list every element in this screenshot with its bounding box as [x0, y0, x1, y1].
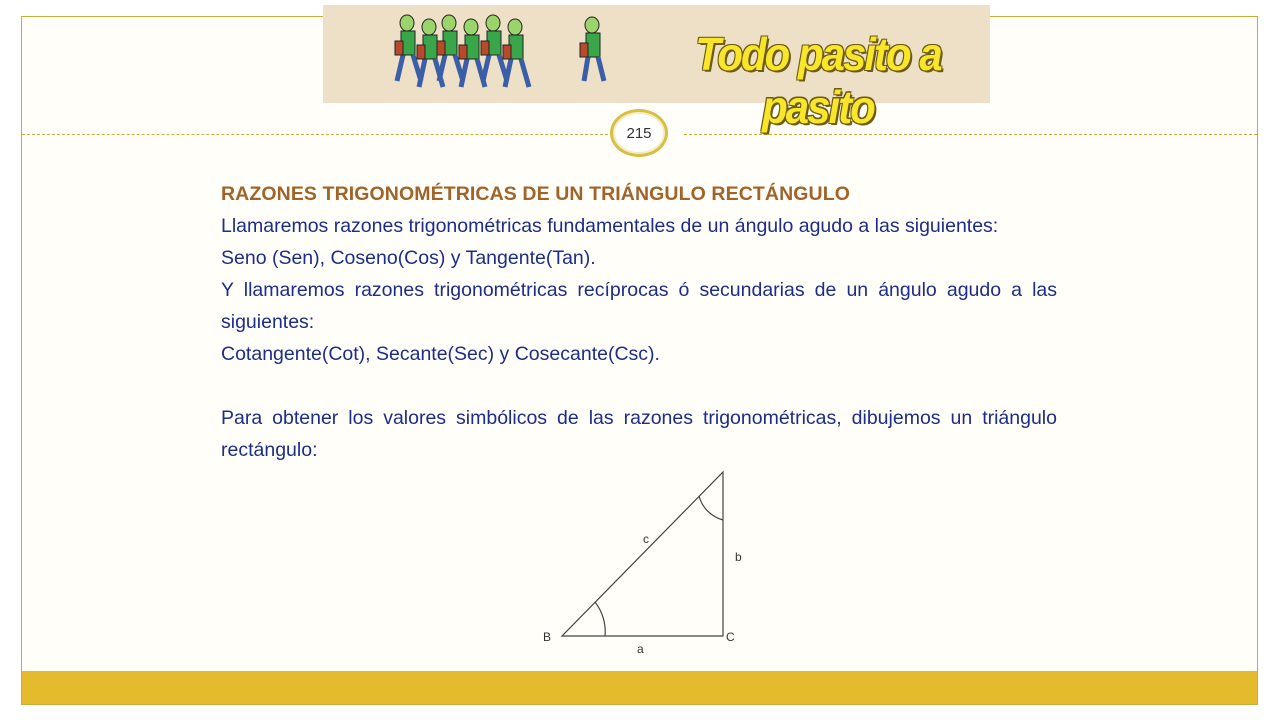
- header-divider-right: [684, 134, 1257, 135]
- label-hypotenuse: c: [643, 532, 649, 546]
- label-base-side: a: [637, 642, 644, 656]
- header-divider-left: [22, 134, 608, 135]
- page-number-badge: 215: [610, 109, 668, 157]
- walker-figure: [395, 15, 604, 87]
- banner-title: Todo pasito a pasito: [695, 28, 941, 133]
- vertex-label-c: C: [726, 630, 735, 644]
- paragraph-fundamental-ratios: Llamaremos razones trigonométricas fundamentales de un ángulo agudo a las siguientes:: [221, 215, 999, 237]
- walking-figures-illustration: [393, 11, 623, 99]
- main-content: [221, 178, 1057, 466]
- reciprocal-ratios-list: Cotangente(Cot), Secante(Sec) y Cosecante(Csc).: [221, 343, 660, 365]
- section-heading: RAZONES TRIGONOMÉTRICAS DE UN TRIÁNGULO RECTÁNGULO: [221, 183, 850, 205]
- angle-arc-b: [595, 602, 605, 636]
- footer-bar: [22, 671, 1257, 704]
- label-vertical-side: b: [735, 550, 742, 564]
- fundamental-ratios-list: Seno (Sen), Coseno(Cos) y Tangente(Tan).: [221, 247, 596, 269]
- right-triangle-diagram: [535, 465, 765, 665]
- paragraph-reciprocal-ratios: Y llamaremos razones trigonométricas recíprocas ó secundarias de un ángulo agudo a las siguientes:: [221, 279, 1057, 333]
- spacer: [221, 370, 1057, 402]
- paragraph-draw-triangle: Para obtener los valores simbólicos de las razones trigonométricas, dibujemos un triángulo rectángulo:: [221, 407, 1057, 461]
- vertex-label-b: B: [543, 630, 552, 644]
- angle-arc-a: [699, 496, 723, 520]
